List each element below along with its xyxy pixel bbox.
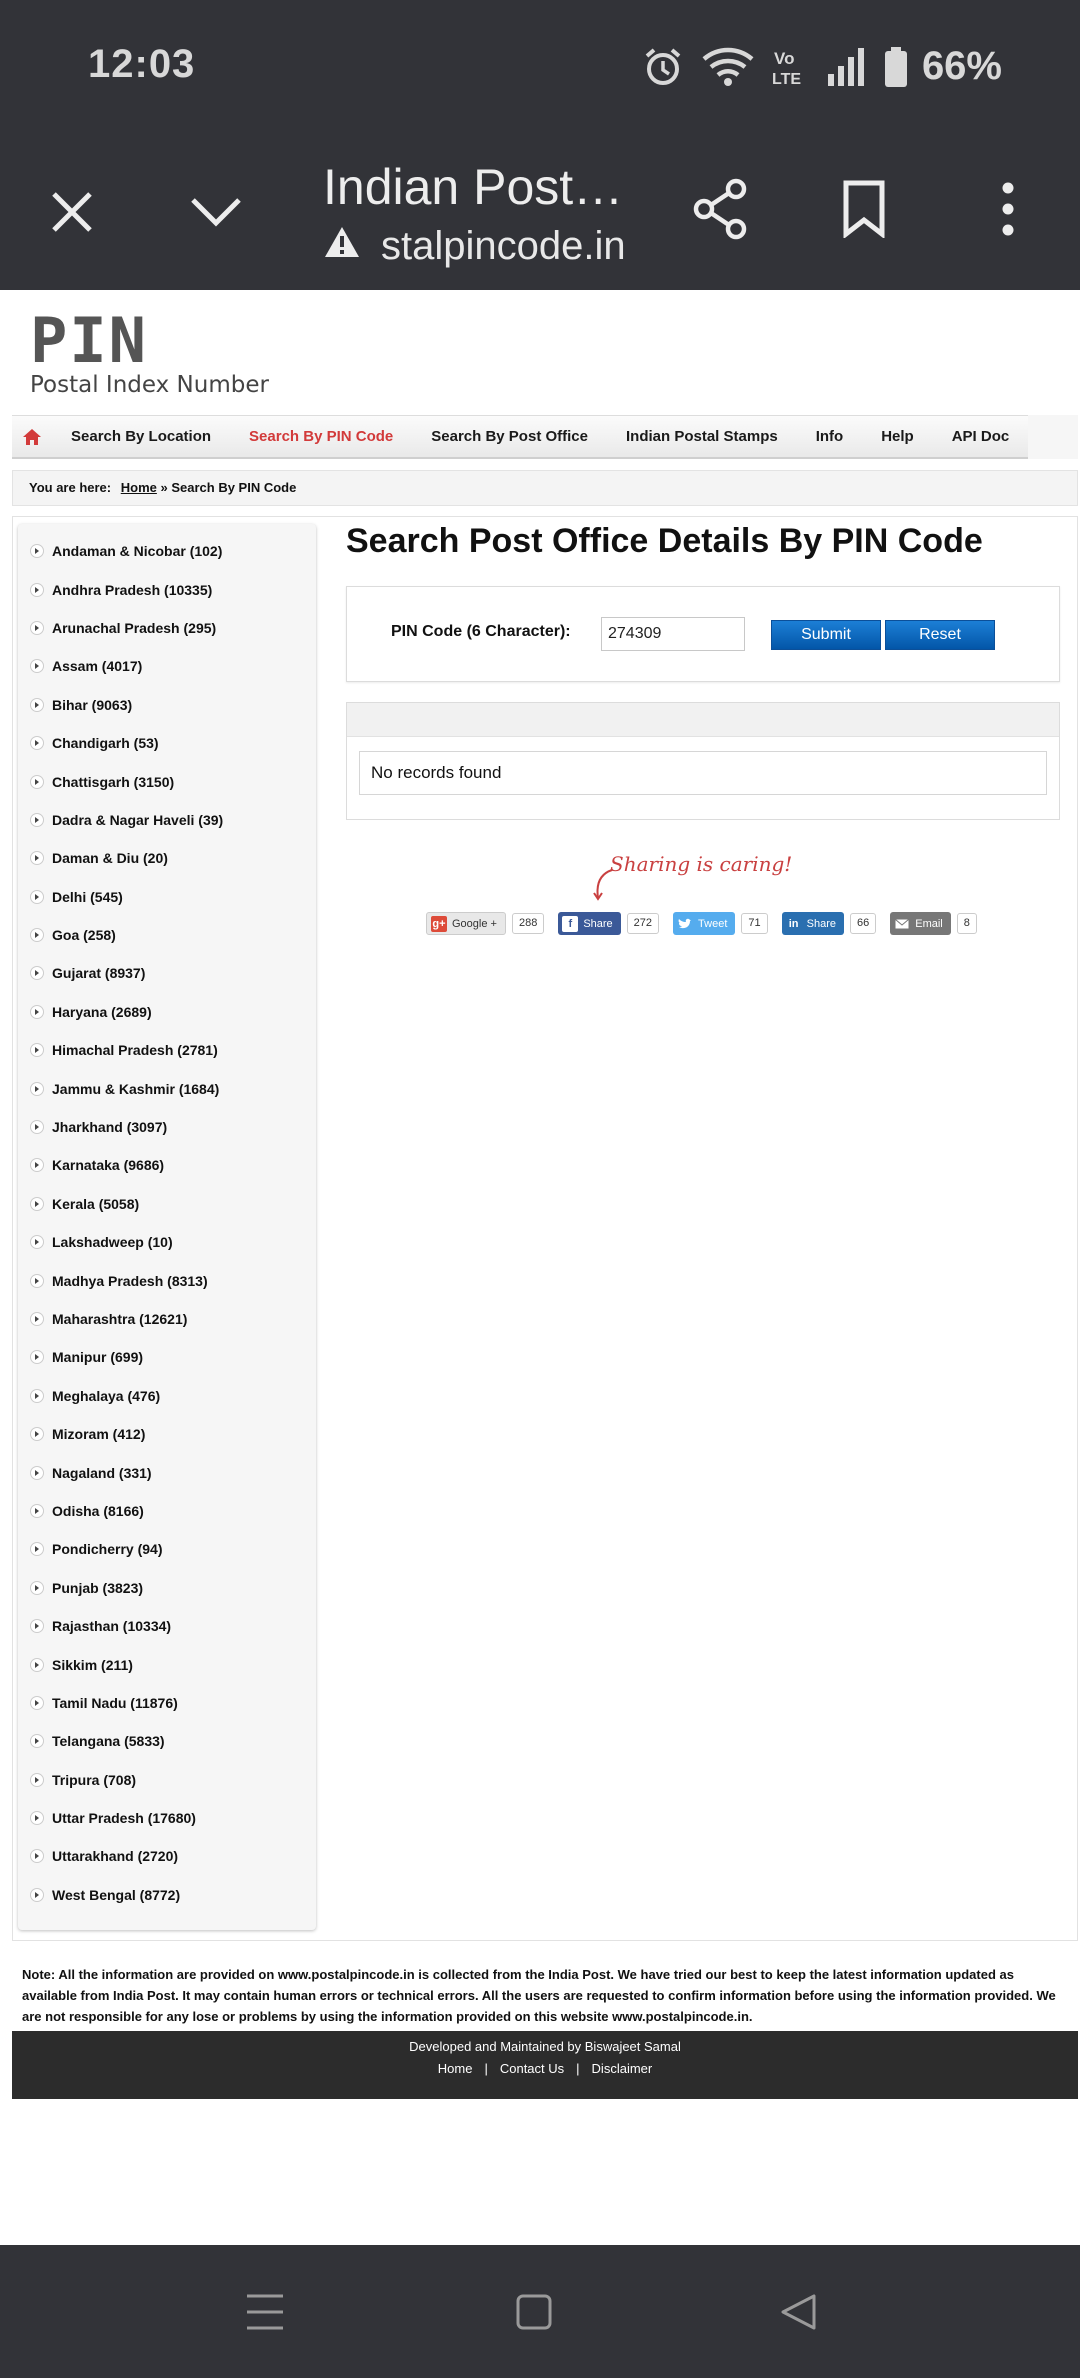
bullet-arrow-icon [30,1312,44,1326]
breadcrumb [12,470,1078,506]
results-header [347,703,1059,737]
url-bar[interactable] [323,224,626,269]
state-list-item[interactable] [18,724,316,762]
pin-code-input[interactable] [601,617,745,651]
bullet-arrow-icon [30,1350,44,1364]
state-list-item[interactable] [18,1837,316,1875]
state-list-item[interactable] [18,954,316,992]
state-list-item[interactable] [18,1722,316,1760]
state-name: Andaman & Nicobar (102) [52,543,223,560]
share-icon[interactable] [688,174,754,244]
nav-help[interactable]: Help [881,427,914,445]
share-buttons [426,912,991,935]
twitter-share-button[interactable] [673,912,735,935]
footer-credit: Developed and Maintained by Biswajeet Samal [409,2039,681,2054]
bullet-arrow-icon [30,1581,44,1595]
state-name: Bihar (9063) [52,696,133,713]
state-list-item[interactable] [18,1530,316,1568]
battery-icon [884,47,908,87]
share-count: 288 [512,913,544,934]
state-name: Lakshadweep (10) [52,1234,173,1251]
bullet-arrow-icon [30,890,44,904]
nav-filler [1028,415,1078,459]
main-nav [12,415,1078,459]
state-list-item[interactable] [18,1031,316,1069]
status-bar [0,0,1080,138]
state-list-item[interactable] [18,1108,316,1146]
close-icon[interactable] [42,182,102,242]
state-name: Karnataka (9686) [52,1157,165,1174]
state-name: Haryana (2689) [52,1003,152,1020]
bullet-arrow-icon [30,1389,44,1403]
state-name: Jammu & Kashmir (1684) [52,1080,220,1097]
browser-toolbar [0,138,1080,290]
state-name: Punjab (3823) [52,1579,144,1596]
share-count: 71 [741,913,767,934]
state-name: Arunachal Pradesh (295) [52,619,217,636]
breadcrumb-current: » Search By PIN Code [160,480,297,495]
bullet-arrow-icon [30,1696,44,1710]
state-name: Uttarakhand (2720) [52,1848,179,1865]
signal-icon [826,48,866,86]
svg-text:Vo: Vo [773,48,795,68]
state-list-item[interactable] [18,1377,316,1415]
state-list-item[interactable] [18,1607,316,1645]
reset-button[interactable]: Reset [885,620,995,650]
state-list-item[interactable] [18,1069,316,1107]
state-name: Meghalaya (476) [52,1387,161,1404]
state-name: Maharashtra (12621) [52,1311,188,1327]
bullet-arrow-icon [30,1542,44,1556]
state-list-item[interactable] [18,1684,316,1722]
bullet-arrow-icon [30,928,44,942]
bullet-arrow-icon [30,1082,44,1096]
bullet-arrow-icon [30,1811,44,1825]
bullet-arrow-icon [30,1734,44,1748]
state-name: Gujarat (8937) [52,965,146,982]
share-label: Email [915,917,943,930]
bullet-arrow-icon [30,544,44,558]
facebook-share-button[interactable] [558,912,620,935]
state-name: Dadra & Nagar Haveli (39) [52,811,224,828]
footer-separator: | [576,2061,580,2076]
bullet-arrow-icon [30,1158,44,1172]
status-time: 12:03 [88,42,196,86]
state-name: Pondicherry (94) [52,1541,163,1558]
bullet-arrow-icon [30,1235,44,1249]
logo-text: PIN [30,304,148,377]
share-label: Tweet [698,917,728,930]
footer-link-contact[interactable]: Contact Us [499,2061,565,2076]
bullet-arrow-icon [30,736,44,750]
bullet-arrow-icon [30,1120,44,1134]
url-text: stalpincode.in [381,224,626,268]
share-count: 66 [850,913,876,934]
state-name: Delhi (545) [52,888,123,905]
state-list-item[interactable] [18,1645,316,1683]
state-name: West Bengal (8772) [52,1886,181,1903]
state-name: Madhya Pradesh (8313) [52,1272,208,1289]
state-name: Goa (258) [52,927,116,944]
disclaimer-note: Note: All the information are provided on www.postalpincode.in is collected from the India Post. We have tried our best to keep the latest information updated as available from India Post. It may contain human errors or technical errors. All the users are requested to confirm information before using the information provided. We are not responsible for any lose or problems by using the information provided on this website www.postalpincode.in. [22,1967,1056,2024]
state-name: Odisha (8166) [52,1502,144,1519]
state-list-item[interactable] [18,647,316,685]
bullet-arrow-icon [30,1466,44,1480]
nav-api-doc[interactable]: API Doc [951,427,1010,445]
state-list-item[interactable] [18,1300,316,1338]
home-button-icon[interactable] [514,2291,554,2333]
bookmark-icon[interactable] [836,174,892,244]
chevron-down-icon[interactable] [184,182,248,242]
breadcrumb-prefix: You are here: [29,480,112,495]
bullet-arrow-icon [30,1504,44,1518]
state-name: Daman & Diu (20) [52,850,168,867]
state-list-item[interactable] [18,1338,316,1376]
sharing-tagline: Sharing is caring! [610,852,793,876]
page-tab-title[interactable]: Indian Post… [323,159,624,215]
state-list-item[interactable] [18,1415,316,1453]
footer-link-home[interactable]: Home [437,2061,473,2076]
bullet-arrow-icon [30,775,44,789]
email-share-button[interactable] [890,912,951,935]
recents-menu-icon[interactable] [244,2291,286,2333]
wifi-icon [702,47,754,87]
battery-percent: 66% [921,44,1002,88]
state-list-item[interactable] [18,609,316,647]
bullet-arrow-icon [30,966,44,980]
more-icon[interactable] [988,174,1028,244]
state-list-item[interactable] [18,1569,316,1607]
state-list-item[interactable] [18,1492,316,1530]
footer-link-disclaimer[interactable]: Disclaimer [591,2061,653,2076]
bullet-arrow-icon [30,1888,44,1902]
bullet-arrow-icon [30,698,44,712]
state-list-item[interactable] [18,532,316,570]
share-label: Share [806,917,836,930]
state-name: Sikkim (211) [52,1656,133,1673]
site-logo[interactable] [30,304,269,398]
nav-search-by-location[interactable]: Search By Location [71,427,212,445]
nav-search-by-post-office[interactable]: Search By Post Office [431,427,588,445]
state-list-item[interactable] [18,1761,316,1799]
no-records-message: No records found [359,751,1047,795]
state-list-item[interactable] [18,1799,316,1837]
bullet-arrow-icon [30,1658,44,1672]
results-panel [346,702,1060,820]
bullet-arrow-icon [30,1849,44,1863]
nav-indian-postal-stamps[interactable]: Indian Postal Stamps [626,427,778,445]
pin-code-label: PIN Code (6 Character): [391,623,571,640]
state-list-item[interactable] [18,1261,316,1299]
bullet-arrow-icon [30,1197,44,1211]
twitter-icon [677,916,693,932]
alarm-icon [642,46,684,88]
home-icon[interactable] [12,415,52,459]
share-count: 272 [627,913,659,934]
linkedin-icon: in [788,917,799,930]
warning-icon [323,224,361,269]
footer-links [12,2059,1078,2079]
state-name: Tamil Nadu (11876) [52,1694,178,1711]
share-label: Share [583,917,613,930]
state-name: Uttar Pradesh (17680) [52,1810,196,1827]
linkedin-share-button[interactable] [782,912,844,935]
status-icons [642,44,1002,89]
state-list-item[interactable] [18,1185,316,1223]
state-name: Mizoram (412) [52,1426,146,1443]
google-plus-share-button[interactable] [426,912,506,935]
google-plus-icon: g+ [432,917,446,930]
bullet-arrow-icon [30,583,44,597]
share-label: Google + [452,917,497,930]
state-sidebar [18,524,316,1930]
state-name: Chattisgarh (3150) [52,773,175,790]
logo-subtitle: Postal Index Number [30,372,269,398]
breadcrumb-home-link[interactable]: Home [120,480,157,495]
share-count: 8 [957,913,977,934]
back-icon[interactable] [778,2291,818,2333]
state-list-item[interactable] [18,1876,316,1914]
arrow-doodle-icon [592,868,616,902]
bullet-arrow-icon [30,1274,44,1288]
svg-text:LTE: LTE [771,70,801,87]
volte-icon [772,47,808,87]
state-name: Kerala (5058) [52,1195,140,1212]
state-list [18,524,316,1914]
state-list-item[interactable] [18,686,316,724]
state-name: Himachal Pradesh (2781) [52,1042,218,1059]
state-list-item[interactable] [18,1146,316,1184]
system-nav-bar [0,2245,1080,2378]
state-name: Tripura (708) [52,1771,137,1788]
facebook-icon: f [562,916,578,932]
state-name: Assam (4017) [52,658,143,675]
state-name: Rajasthan (10334) [52,1618,172,1635]
bullet-arrow-icon [30,621,44,635]
bullet-arrow-icon [30,1043,44,1057]
site-footer [12,2031,1078,2099]
state-list-item[interactable] [18,1453,316,1491]
state-list-item[interactable] [18,916,316,954]
state-name: Telangana (5833) [52,1733,165,1750]
state-name: Nagaland (331) [52,1464,152,1481]
bullet-arrow-icon [30,1005,44,1019]
pin-search-form [346,586,1060,682]
bullet-arrow-icon [30,1773,44,1787]
submit-button[interactable]: Submit [771,620,881,650]
state-list-item[interactable] [18,570,316,608]
bullet-arrow-icon [30,1619,44,1633]
email-icon [894,916,910,932]
state-list-item[interactable] [18,1223,316,1261]
nav-search-by-pin-code[interactable]: Search By PIN Code [249,427,394,445]
state-list-item[interactable] [18,993,316,1031]
state-list-item[interactable] [18,801,316,839]
state-list-item[interactable] [18,878,316,916]
state-name: Jharkhand (3097) [52,1119,168,1136]
bullet-arrow-icon [30,1427,44,1441]
state-list-item[interactable] [18,762,316,800]
bullet-arrow-icon [30,659,44,673]
footer-separator: | [484,2061,488,2076]
bullet-arrow-icon [30,851,44,865]
web-page [0,290,1080,2245]
state-list-item[interactable] [18,839,316,877]
page-title: Search Post Office Details By PIN Code [346,522,983,560]
state-name: Manipur (699) [52,1349,144,1366]
bullet-arrow-icon [30,813,44,827]
state-name: Andhra Pradesh (10335) [52,581,213,598]
state-name: Chandigarh (53) [52,735,159,752]
nav-info[interactable]: Info [815,427,844,445]
